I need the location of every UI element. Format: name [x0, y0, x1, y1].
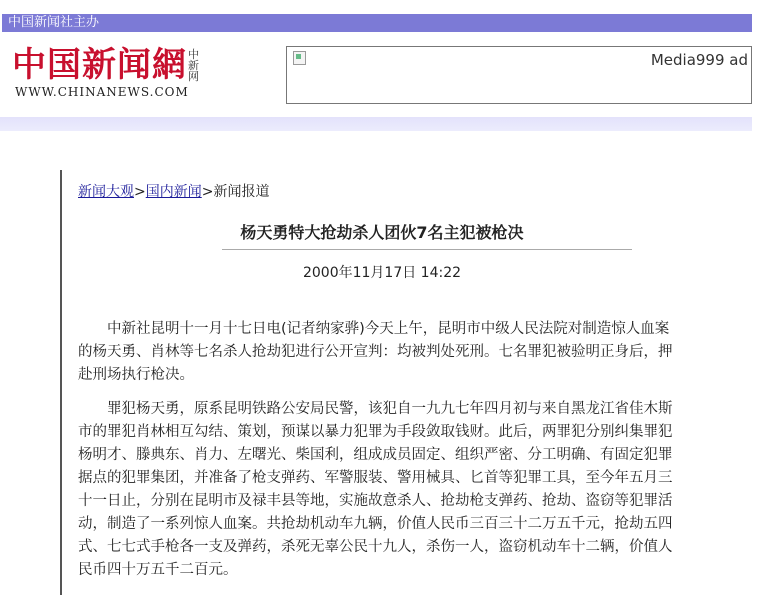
article-paragraph: 罪犯杨天勇，原系昆明铁路公安局民警，该犯自一九九七年四月初与来自黑龙江省佳木斯市的罪犯肖林相互勾结、策划，预谋以暴力犯罪为手段敛取钱财。此后，两罪犯分别纠集罪犯杨明才、滕典东、肖力、左曙光、柴国利，组成成员固定、组织严密、分工明确、有固定犯罪据点的犯罪集团，并准备了枪支弹药、军警服装、警用械具、匕首等犯罪工具，至今年五月三十一日止，分别在昆明市及禄丰县等地，实施故意杀人、抢劫枪支弹药、抢劫、盗窃等犯罪活动，制造了一系列惊人血案。共抢劫机动车九辆，价值人民币三百三十二万五千元，抢劫五四式、七七式手枪各一支及弹药，杀死无辜公民十九人，杀伤一人，盗窃机动车十二辆，价值人民币四十万五千二百元。 [78, 401, 673, 578]
breadcrumb-current: 新闻报道 [213, 184, 270, 200]
logo-url-text: WWW.CHINANEWS.COM [15, 85, 189, 99]
breadcrumb-link-overview[interactable]: 新闻大观 [78, 184, 134, 200]
decorative-band [0, 117, 752, 131]
broken-image-icon [293, 51, 306, 65]
article-date: 2000年11月17日 14:22 [302, 265, 462, 281]
breadcrumb-separator: > [134, 184, 146, 200]
ad-alt-text: Media999 ad [650, 51, 748, 69]
breadcrumb [78, 181, 269, 201]
publisher-text: 中国新闻社主办 [8, 15, 100, 30]
top-banner [2, 14, 752, 32]
article-paragraph: 中新社昆明十一月十七日电(记者纳家骅)今天上午，昆明市中级人民法院对制造惊人血案的杨天勇、肖林等七名杀人抢劫犯进行公开宣判：均被判处死刑。七名罪犯被验明正身后，押赴刑场执行枪决。 [78, 321, 673, 383]
article-title: 杨天勇特大抢劫杀人团伙7名主犯被枪决 [240, 223, 524, 242]
title-rule [222, 249, 632, 250]
ad-banner[interactable] [286, 46, 752, 104]
site-logo[interactable] [12, 45, 212, 105]
logo-side-text: 中新网 [188, 48, 199, 83]
breadcrumb-separator: > [201, 184, 214, 200]
logo-chinese-text: 中国新闻網 [12, 45, 187, 85]
breadcrumb-link-domestic[interactable]: 国内新闻 [145, 184, 202, 200]
